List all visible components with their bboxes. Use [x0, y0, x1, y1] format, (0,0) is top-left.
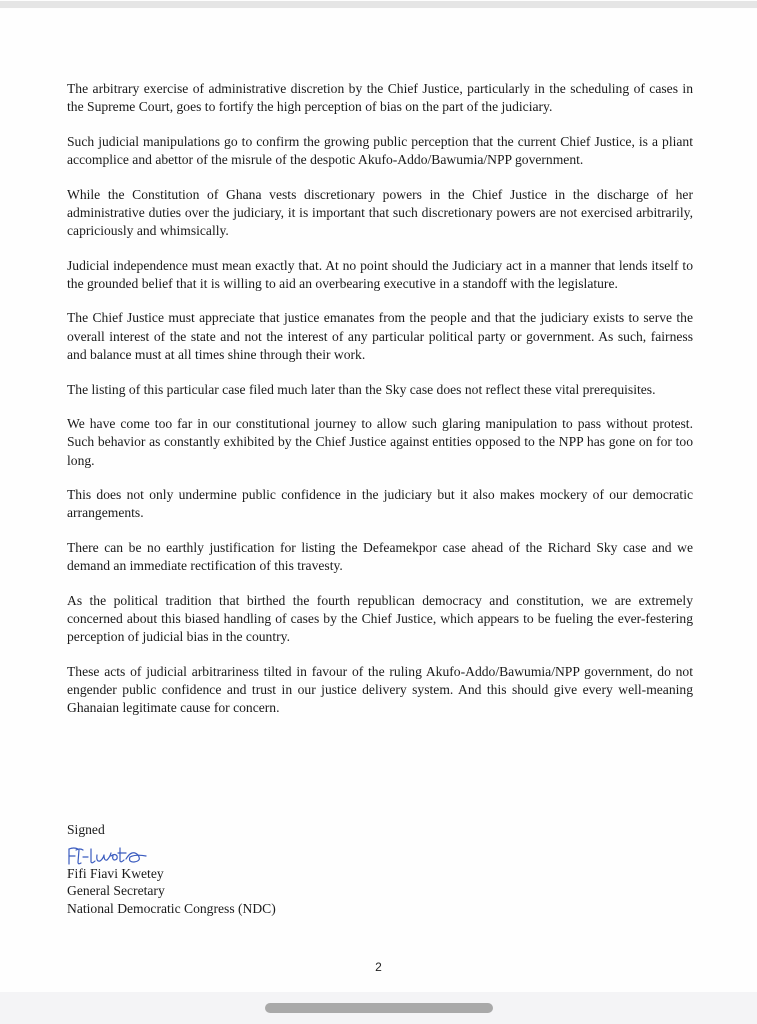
top-toolbar-strip: [0, 0, 757, 9]
home-indicator[interactable]: [265, 1003, 493, 1013]
paragraph: There can be no earthly justification for listing the Defeamekpor case ahead of the Richard Sky case and we demand an immediate rectification of this travesty.: [67, 539, 693, 574]
paragraph: Judicial independence must mean exactly that. At no point should the Judiciary act in a manner that lends itself to the grounded belief that it is willing to aid an overbearing executive in a standoff with the legislature.: [67, 257, 693, 291]
paragraph: The arbitrary exercise of administrative discretion by the Chief Justice, particularly in the scheduling of cases in the Supreme Court, goes to fortify the high perception of bias on the part of the judiciary.: [67, 81, 693, 115]
handwritten-signature-icon: [66, 845, 156, 867]
signatory-organization: National Democratic Congress (NDC): [67, 900, 276, 916]
paragraph: The listing of this particular case filed much later than the Sky case does not reflect these vital prerequisites.: [67, 381, 656, 397]
paragraph: These acts of judicial arbitrariness tilted in favour of the ruling Akufo-Addo/Bawumia/NPP government, do not engender public confidence and trust in our justice delivery system. And this should give every well-meaning Ghanaian legitimate cause for concern.: [67, 663, 693, 716]
bottom-system-bar: [0, 992, 757, 1024]
paragraph: The Chief Justice must appreciate that justice emanates from the people and that the judiciary exists to serve the overall interest of the state and not the interest of any particular political party or government. As such, fairness and balance must at all times shine through their work.: [67, 310, 693, 363]
paragraph: While the Constitution of Ghana vests discretionary powers in the Chief Justice in the discharge of her administrative duties over the judiciary, it is important that such discretionary powers are not exercised arbitrarily, capriciously and whimsically.: [67, 186, 693, 239]
paragraph: We have come too far in our constitutional journey to allow such glaring manipulation to pass without protest. Such behavior as constantly exhibited by the Chief Justice against entities opposed to the NPP has gone on for too long.: [67, 415, 693, 468]
document-body: [67, 80, 693, 734]
paragraph: As the political tradition that birthed the fourth republican democracy and constitution, we are extremely concerned about this biased handling of cases by the Chief Justice, which appears to be fueling the ever-festering perception of judicial bias in the country.: [67, 592, 693, 645]
paragraph: Such judicial manipulations go to confirm the growing public perception that the current Chief Justice, is a pliant accomplice and abettor of the misrule of the despotic Akufo-Addo/Bawumia/NPP government.: [67, 133, 693, 168]
page-number: 2: [375, 960, 382, 974]
signature-block: [67, 821, 276, 917]
signatory-name: Fifi Fiavi Kwetey: [67, 865, 164, 881]
paragraph: This does not only undermine public confidence in the judiciary but it also makes mockery of our democratic arrangements.: [67, 487, 693, 521]
signed-label: Signed: [67, 822, 105, 837]
toolbar-divider: [0, 1, 757, 8]
signatory-title: General Secretary: [67, 883, 165, 898]
